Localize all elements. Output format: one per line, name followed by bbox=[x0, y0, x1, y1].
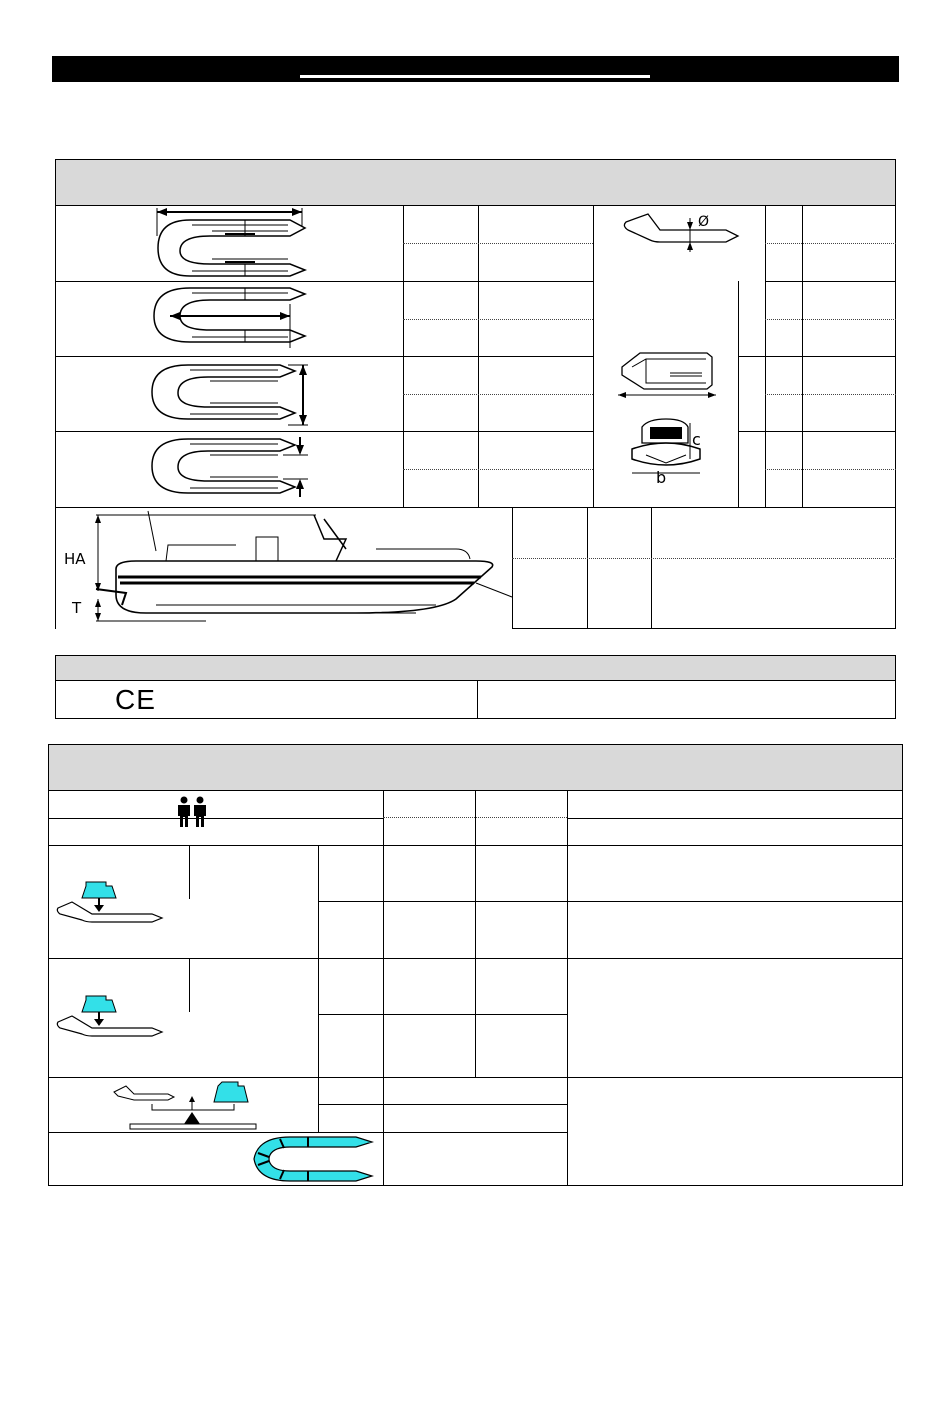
ce-mark: CE bbox=[115, 684, 156, 715]
persons-icon bbox=[176, 796, 208, 828]
certification-panel-header bbox=[55, 655, 896, 681]
engine-weight-icon bbox=[54, 880, 166, 928]
boat-width-icon bbox=[148, 359, 318, 429]
boat-inner-width-icon bbox=[148, 435, 318, 505]
tube-chambers-icon bbox=[250, 1135, 378, 1183]
draft-label: T bbox=[72, 599, 82, 617]
depth-label: c bbox=[692, 430, 701, 449]
rib-side-view-icon bbox=[56, 509, 512, 629]
header-underline bbox=[300, 75, 650, 78]
boat-front-icon bbox=[626, 415, 706, 485]
width-label: b bbox=[656, 468, 667, 487]
diameter-label: Ø bbox=[698, 214, 710, 230]
tube-diameter-icon bbox=[620, 212, 750, 262]
boat-inner-length-icon bbox=[150, 284, 310, 354]
height-label: HA bbox=[64, 550, 86, 568]
balance-icon bbox=[110, 1078, 270, 1130]
boat-perspective-icon bbox=[612, 345, 722, 400]
boat-length-icon bbox=[150, 206, 310, 281]
certification-panel bbox=[55, 680, 896, 719]
technical-panel-header bbox=[55, 159, 896, 206]
engine-weight-icon-2 bbox=[54, 994, 166, 1042]
capacity-panel-header bbox=[48, 744, 903, 791]
header-bar bbox=[52, 56, 899, 82]
